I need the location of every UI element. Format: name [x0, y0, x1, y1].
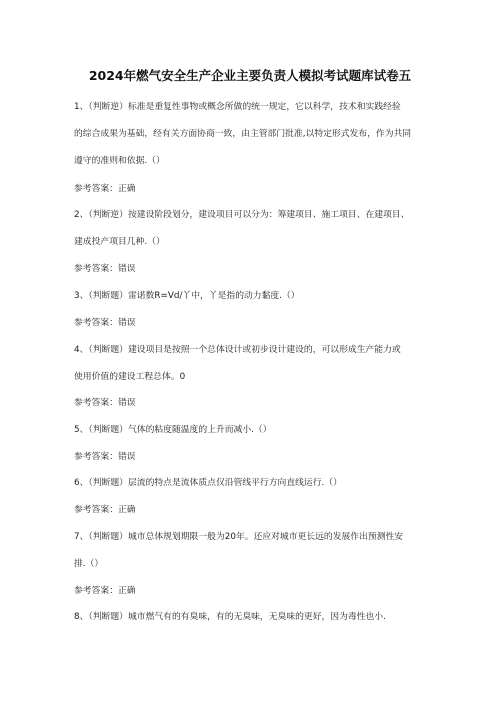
answer-label: 参考答案： [74, 586, 118, 596]
answer-label: 参考答案： [74, 398, 118, 408]
answer-label: 参考答案： [74, 452, 118, 462]
answer-4 [74, 396, 136, 410]
question-line: 的综合成果为基础，经有关方面协商一致，由主管部门批准,以特定形式发布，作为共同 [74, 129, 412, 139]
answer-value: 错误 [118, 452, 136, 462]
question-line: 使用价值的建设工程总体。0 [74, 372, 186, 382]
answer-value: 错误 [118, 318, 136, 328]
answer-3 [74, 316, 136, 330]
document-title: 2024年燃气安全生产企业主要负责人模拟考试题库试卷五 [88, 68, 412, 83]
answer-value: 正确 [118, 586, 136, 596]
question-line: 5、（判断题）气体的粘度随温度的上升而减小.（） [74, 425, 272, 435]
answer-value: 错误 [118, 264, 136, 274]
question-line: 2、（判断逆）按建设阶段划分，建设项目可以分为：筹建项目、施工项目、在建项目、 [74, 210, 410, 220]
question-7 [74, 524, 434, 578]
question-8 [74, 604, 434, 631]
question-1 [74, 94, 434, 175]
question-5 [74, 417, 434, 444]
answer-value: 正确 [118, 505, 136, 515]
question-line: 7、（判断题）城市总体规划期限一般为20年。还应对城市更长远的发展作出预测性安 [74, 532, 404, 542]
question-line: 遵守的准则和依据.（） [74, 156, 165, 166]
answer-label: 参考答案： [74, 264, 118, 274]
question-line: 1、（判断逆）标准是重复性事物或概念所做的统一规定，它以科学，技术和实践经验 [74, 102, 401, 112]
question-line: 6、（判断题）层流的特点是流体质点仅沿管线平行方向直线运行.（） [74, 478, 342, 488]
answer-7 [74, 584, 136, 598]
answer-label: 参考答案： [74, 184, 118, 194]
answer-6 [74, 503, 136, 517]
question-line: 4、（判断题）建设项目是按照一个总体设计或初步设计建设的，可以形成生产能力或 [74, 345, 401, 355]
question-6 [74, 470, 434, 497]
question-2 [74, 202, 434, 256]
question-line: 排.（） [74, 559, 104, 569]
question-line: 3、（判断题）雷诺数R=Vd/丫中，丫是指的动力黏度.（） [74, 291, 300, 301]
answer-value: 正确 [118, 184, 136, 194]
question-line: 8、（判断题）城市燃气有的有臭味，有的无臭味，无臭味的更好，因为毒性也小. [74, 612, 386, 622]
answer-label: 参考答案： [74, 318, 118, 328]
answer-2 [74, 262, 136, 276]
answer-value: 错误 [118, 398, 136, 408]
answer-label: 参考答案： [74, 505, 118, 515]
answer-5 [74, 450, 136, 464]
question-4 [74, 337, 434, 391]
answer-1 [74, 182, 136, 196]
question-line: 建成投产项目几种.（） [74, 237, 165, 247]
question-3 [74, 283, 434, 310]
